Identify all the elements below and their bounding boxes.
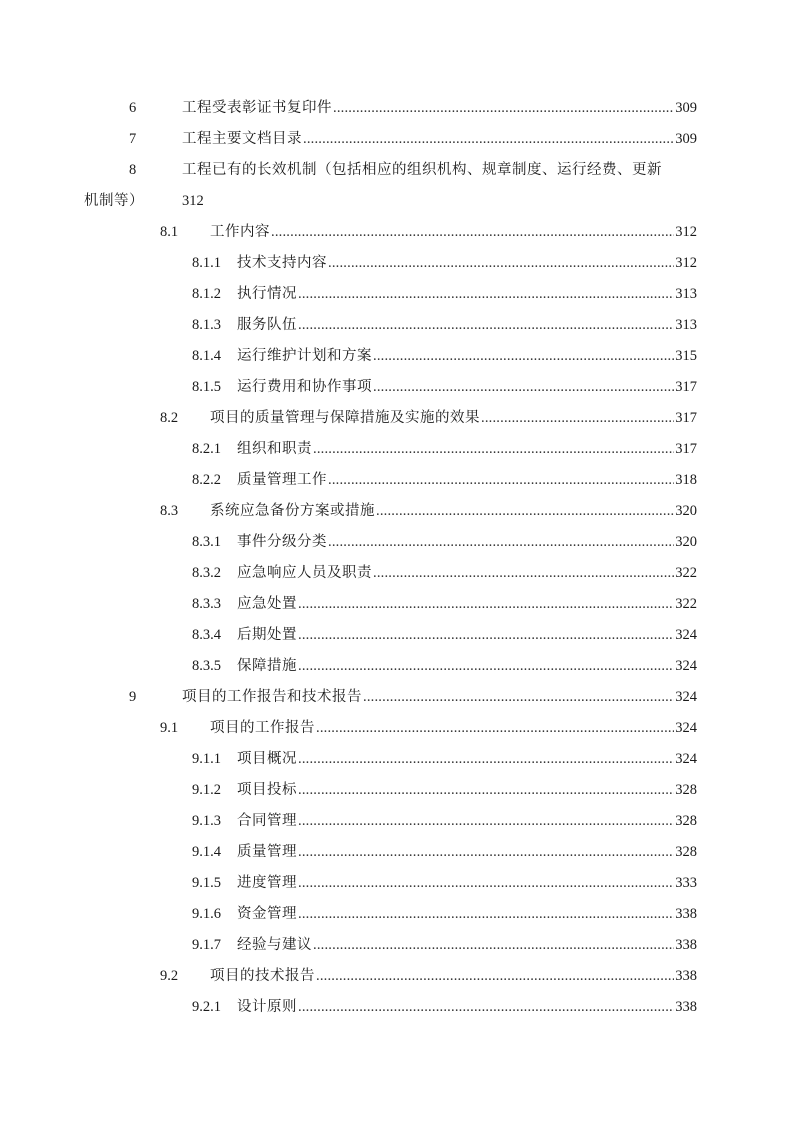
toc-number: 8 <box>129 162 137 178</box>
toc-title: 应急响应人员及职责 <box>237 565 372 581</box>
toc-number: 8.1.2 <box>192 286 221 302</box>
toc-number: 6 <box>129 100 137 116</box>
toc-title: 项目的工作报告和技术报告 <box>182 689 362 705</box>
toc-title: 工作内容 <box>210 224 270 240</box>
toc-number: 9 <box>129 689 137 705</box>
toc-number: 8.1.1 <box>192 255 221 271</box>
toc-number: 8.3 <box>160 503 179 519</box>
dot-leader <box>315 961 674 992</box>
toc-entry[interactable] <box>0 155 793 186</box>
toc-title: 项目的质量管理与保障措施及实施的效果 <box>210 410 480 426</box>
toc-page: 324 <box>675 689 697 705</box>
toc-page: 312 <box>675 224 697 240</box>
toc-number: 9.2.1 <box>192 999 221 1015</box>
toc-page: 320 <box>675 534 697 550</box>
toc-title: 项目的技术报告 <box>210 968 315 984</box>
dot-leader <box>327 527 674 558</box>
toc-number: 8.2.2 <box>192 472 221 488</box>
dot-leader <box>372 558 674 589</box>
toc-title: 运行费用和协作事项 <box>237 379 372 395</box>
dot-leader <box>372 341 674 372</box>
toc-entry[interactable] <box>0 124 793 155</box>
toc-entry[interactable] <box>0 465 793 496</box>
toc-page: 324 <box>675 627 697 643</box>
toc-entry[interactable] <box>0 806 793 837</box>
dot-leader <box>362 682 674 713</box>
toc-number: 7 <box>129 131 137 147</box>
toc-number: 9.1.2 <box>192 782 221 798</box>
toc-title: 应急处置 <box>237 596 297 612</box>
toc-entry[interactable] <box>0 496 793 527</box>
toc-number: 8.1 <box>160 224 179 240</box>
toc-page: 322 <box>675 596 697 612</box>
toc-title: 项目概况 <box>237 751 297 767</box>
toc-page: 315 <box>675 348 697 364</box>
toc-page: 338 <box>675 937 697 953</box>
toc-number: 8.3.1 <box>192 534 221 550</box>
dot-leader <box>270 217 674 248</box>
toc-title: 资金管理 <box>237 906 297 922</box>
toc-title: 系统应急备份方案或措施 <box>210 503 375 519</box>
toc-title: 项目的工作报告 <box>210 720 315 736</box>
toc-entry-continuation[interactable] <box>0 186 793 217</box>
dot-leader <box>297 279 674 310</box>
toc-entry[interactable] <box>0 930 793 961</box>
toc-entry[interactable] <box>0 682 793 713</box>
toc-entry[interactable] <box>0 558 793 589</box>
toc-title: 技术支持内容 <box>237 255 327 271</box>
toc-number: 9.1.3 <box>192 813 221 829</box>
toc-number: 8.1.5 <box>192 379 221 395</box>
dot-leader <box>327 248 674 279</box>
toc-page: 317 <box>675 379 697 395</box>
toc-title: 服务队伍 <box>237 317 297 333</box>
dot-leader <box>312 930 674 961</box>
toc-page: 318 <box>675 472 697 488</box>
toc-title: 执行情况 <box>237 286 297 302</box>
toc-number: 9.2 <box>160 968 179 984</box>
dot-leader <box>297 868 674 899</box>
toc-page: 313 <box>675 317 697 333</box>
toc-title: 质量管理工作 <box>237 472 327 488</box>
toc-number: 9.1 <box>160 720 179 736</box>
toc-number: 8.3.2 <box>192 565 221 581</box>
dot-leader <box>312 434 674 465</box>
dot-leader <box>297 744 674 775</box>
toc-page: 328 <box>675 782 697 798</box>
dot-leader <box>302 124 674 155</box>
dot-leader <box>375 496 674 527</box>
toc-page: 324 <box>675 720 697 736</box>
toc-title: 后期处置 <box>237 627 297 643</box>
toc-entry[interactable] <box>0 372 793 403</box>
dot-leader <box>372 372 674 403</box>
toc-page: 309 <box>675 131 697 147</box>
toc-entry[interactable] <box>0 713 793 744</box>
toc-page: 312 <box>182 193 204 209</box>
dot-leader <box>297 620 674 651</box>
toc-entry[interactable] <box>0 620 793 651</box>
toc-title: 设计原则 <box>237 999 297 1015</box>
dot-leader <box>332 93 674 124</box>
toc-page: 338 <box>675 906 697 922</box>
dot-leader <box>315 713 674 744</box>
toc-title: 质量管理 <box>237 844 297 860</box>
toc-page: 317 <box>675 410 697 426</box>
toc-title: 工程已有的长效机制（包括相应的组织机构、规章制度、运行经费、更新 <box>182 162 662 178</box>
toc-title: 合同管理 <box>237 813 297 829</box>
toc-title-continuation: 机制等） <box>84 193 144 209</box>
toc-page: 324 <box>675 658 697 674</box>
toc-number: 9.1.7 <box>192 937 221 953</box>
dot-leader <box>297 310 674 341</box>
toc-title: 工程受表彰证书复印件 <box>182 100 332 116</box>
dot-leader <box>297 775 674 806</box>
toc-entry[interactable] <box>0 961 793 992</box>
toc-page: 322 <box>675 565 697 581</box>
toc-page: 313 <box>675 286 697 302</box>
toc-page: 324 <box>675 751 697 767</box>
dot-leader <box>297 651 674 682</box>
toc-title: 运行维护计划和方案 <box>237 348 372 364</box>
toc-number: 8.2 <box>160 410 179 426</box>
toc-page: 333 <box>675 875 697 891</box>
toc-title: 保障措施 <box>237 658 297 674</box>
toc-entry[interactable] <box>0 992 793 1023</box>
dot-leader <box>297 837 674 868</box>
toc-number: 9.1.1 <box>192 751 221 767</box>
toc-entry[interactable] <box>0 775 793 806</box>
toc-title: 工程主要文档目录 <box>182 131 302 147</box>
toc-number: 9.1.5 <box>192 875 221 891</box>
dot-leader <box>480 403 674 434</box>
dot-leader <box>297 806 674 837</box>
toc-page: 338 <box>675 968 697 984</box>
toc-entry[interactable] <box>0 310 793 341</box>
toc-title: 事件分级分类 <box>237 534 327 550</box>
toc-number: 9.1.4 <box>192 844 221 860</box>
toc-page: 328 <box>675 813 697 829</box>
toc-page: 328 <box>675 844 697 860</box>
toc-entry[interactable] <box>0 403 793 434</box>
toc-page: 312 <box>675 255 697 271</box>
toc-entry[interactable] <box>0 279 793 310</box>
toc-title: 项目投标 <box>237 782 297 798</box>
toc-page: 338 <box>675 999 697 1015</box>
dot-leader <box>327 465 674 496</box>
toc-entry[interactable] <box>0 899 793 930</box>
toc-page: 309 <box>675 100 697 116</box>
dot-leader <box>297 992 674 1023</box>
toc-title: 经验与建议 <box>237 937 312 953</box>
toc-entry[interactable] <box>0 248 793 279</box>
toc-entry[interactable] <box>0 837 793 868</box>
toc-entry[interactable] <box>0 651 793 682</box>
toc-number: 8.1.3 <box>192 317 221 333</box>
dot-leader <box>297 589 674 620</box>
toc-number: 8.2.1 <box>192 441 221 457</box>
toc-page: 317 <box>675 441 697 457</box>
toc-entry[interactable] <box>0 434 793 465</box>
toc-title: 组织和职责 <box>237 441 312 457</box>
toc-entry[interactable] <box>0 217 793 248</box>
toc-entry[interactable] <box>0 589 793 620</box>
toc-number: 8.3.3 <box>192 596 221 612</box>
toc-entry[interactable] <box>0 341 793 372</box>
toc-number: 8.3.5 <box>192 658 221 674</box>
toc-number: 8.3.4 <box>192 627 221 643</box>
toc-page: 320 <box>675 503 697 519</box>
toc-title: 进度管理 <box>237 875 297 891</box>
toc-number: 8.1.4 <box>192 348 221 364</box>
toc-entry[interactable] <box>0 744 793 775</box>
toc-number: 9.1.6 <box>192 906 221 922</box>
table-of-contents <box>0 93 793 1023</box>
toc-entry[interactable] <box>0 93 793 124</box>
dot-leader <box>297 899 674 930</box>
toc-entry[interactable] <box>0 527 793 558</box>
toc-entry[interactable] <box>0 868 793 899</box>
